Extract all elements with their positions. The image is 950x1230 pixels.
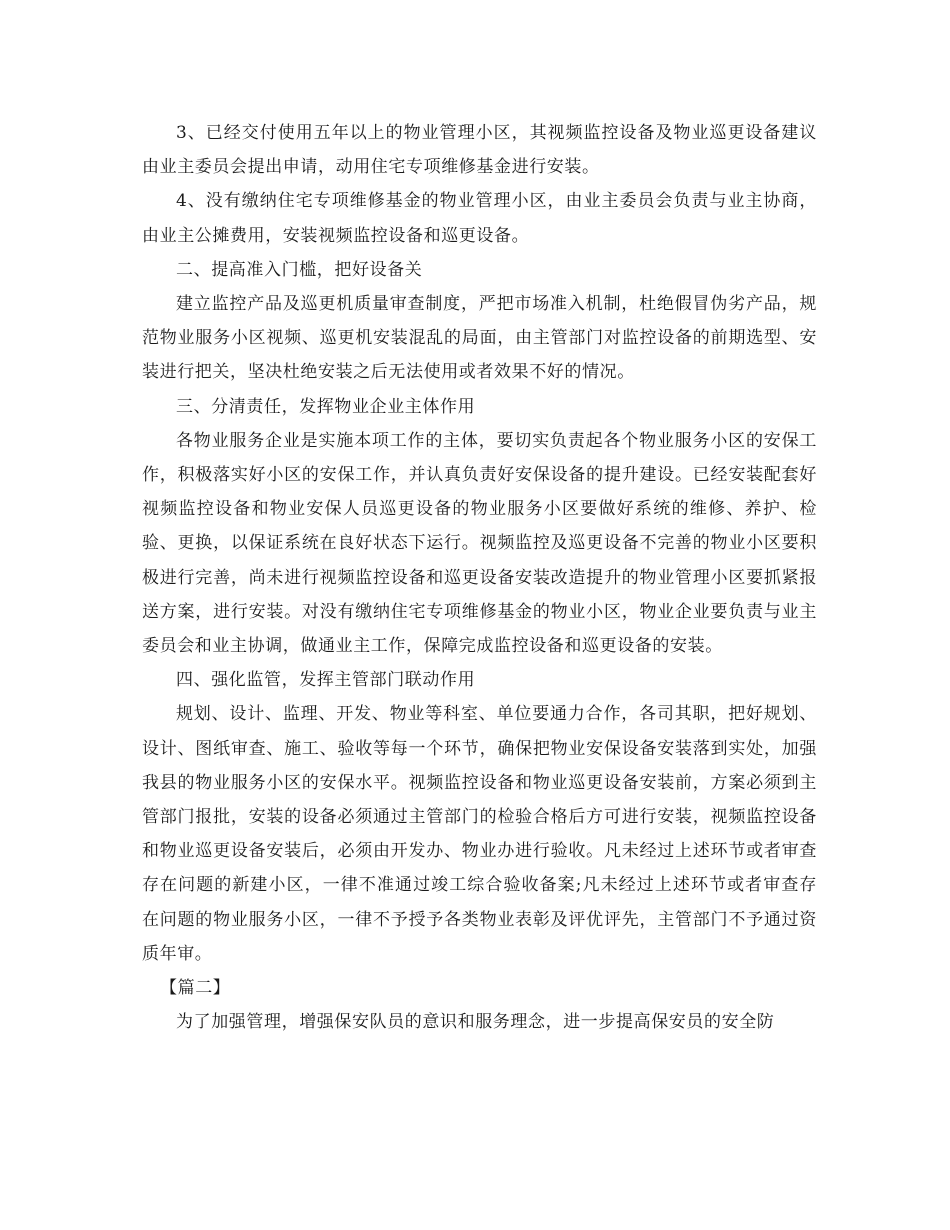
part-heading: 【篇二】 [160, 978, 231, 999]
paragraph-section-3: 各物业服务企业是实施本项工作的主体，要切实负责起各个物业服务小区的安保工作，积极落实好小区的安保工作，并认真负责好安保设备的提升建设。已经安装配套好视频监控设备和物业安保人员巡更设备的物业服务小区要做好系统的维修、养护、检验、更换，以保证系统在良好状态下运行。视频监控及巡更设备不完善的物业小区要积极进行完善，尚未进行视频监控设备和巡更设备安装改造提升的物业管理小区要抓紧报送方案，进行安装。对没有缴纳住宅专项维修基金的物业小区，物业企业要负责与业主委员会和业主协调，做通业主工作，保障完成监控设备和巡更设备的安装。 [142, 430, 817, 657]
paragraph-item-4: 4、没有缴纳住宅专项维修基金的物业管理小区，由业主委员会负责与业主协商，由业主公摊费用，安装视频监控设备和巡更设备。 [142, 191, 817, 246]
section-heading-4: 四、强化监管，发挥主管部门联动作用 [176, 670, 476, 691]
paragraph-part-2-intro: 为了加强管理，增强保安队员的意识和服务理念，进一步提高保安员的安全防 [176, 1012, 775, 1033]
paragraph-section-2: 建立监控产品及巡更机质量审查制度，严把市场准入机制，杜绝假冒伪劣产品，规范物业服务小区视频、巡更机安装混乱的局面，由主管部门对监控设备的前期选型、安装进行把关，坚决杜绝安装之后无法使用或者效果不好的情况。 [142, 294, 817, 383]
section-heading-2: 二、提高准入门槛，把好设备关 [176, 259, 423, 280]
paragraph-item-3: 3、已经交付使用五年以上的物业管理小区，其视频监控设备及物业巡更设备建议由业主委员会提出申请，动用住宅专项维修基金进行安装。 [142, 123, 817, 178]
section-heading-3: 三、分清责任，发挥物业企业主体作用 [176, 396, 476, 417]
paragraph-section-4: 规划、设计、监理、开发、物业等科室、单位要通力合作，各司其职，把好规划、设计、图纸审查、施工、验收等每一个环节，确保把物业安保设备安装落到实处，加强我县的物业服务小区的安保水平。视频监控设备和物业巡更设备安装前，方案必须到主管部门报批，安装的设备必须通过主管部门的检验合格后方可进行安装，视频监控设备和物业巡更设备安装后，必须由开发办、物业办进行验收。凡未经过上述环节或者审查存在问题的新建小区，一律不准通过竣工综合验收备案;凡未经过上述环节或者审查存在问题的物业服务小区，一律不予授予各类物业表彰及评优评先，主管部门不予通过资质年审。 [142, 704, 817, 964]
document-body [142, 116, 817, 1039]
